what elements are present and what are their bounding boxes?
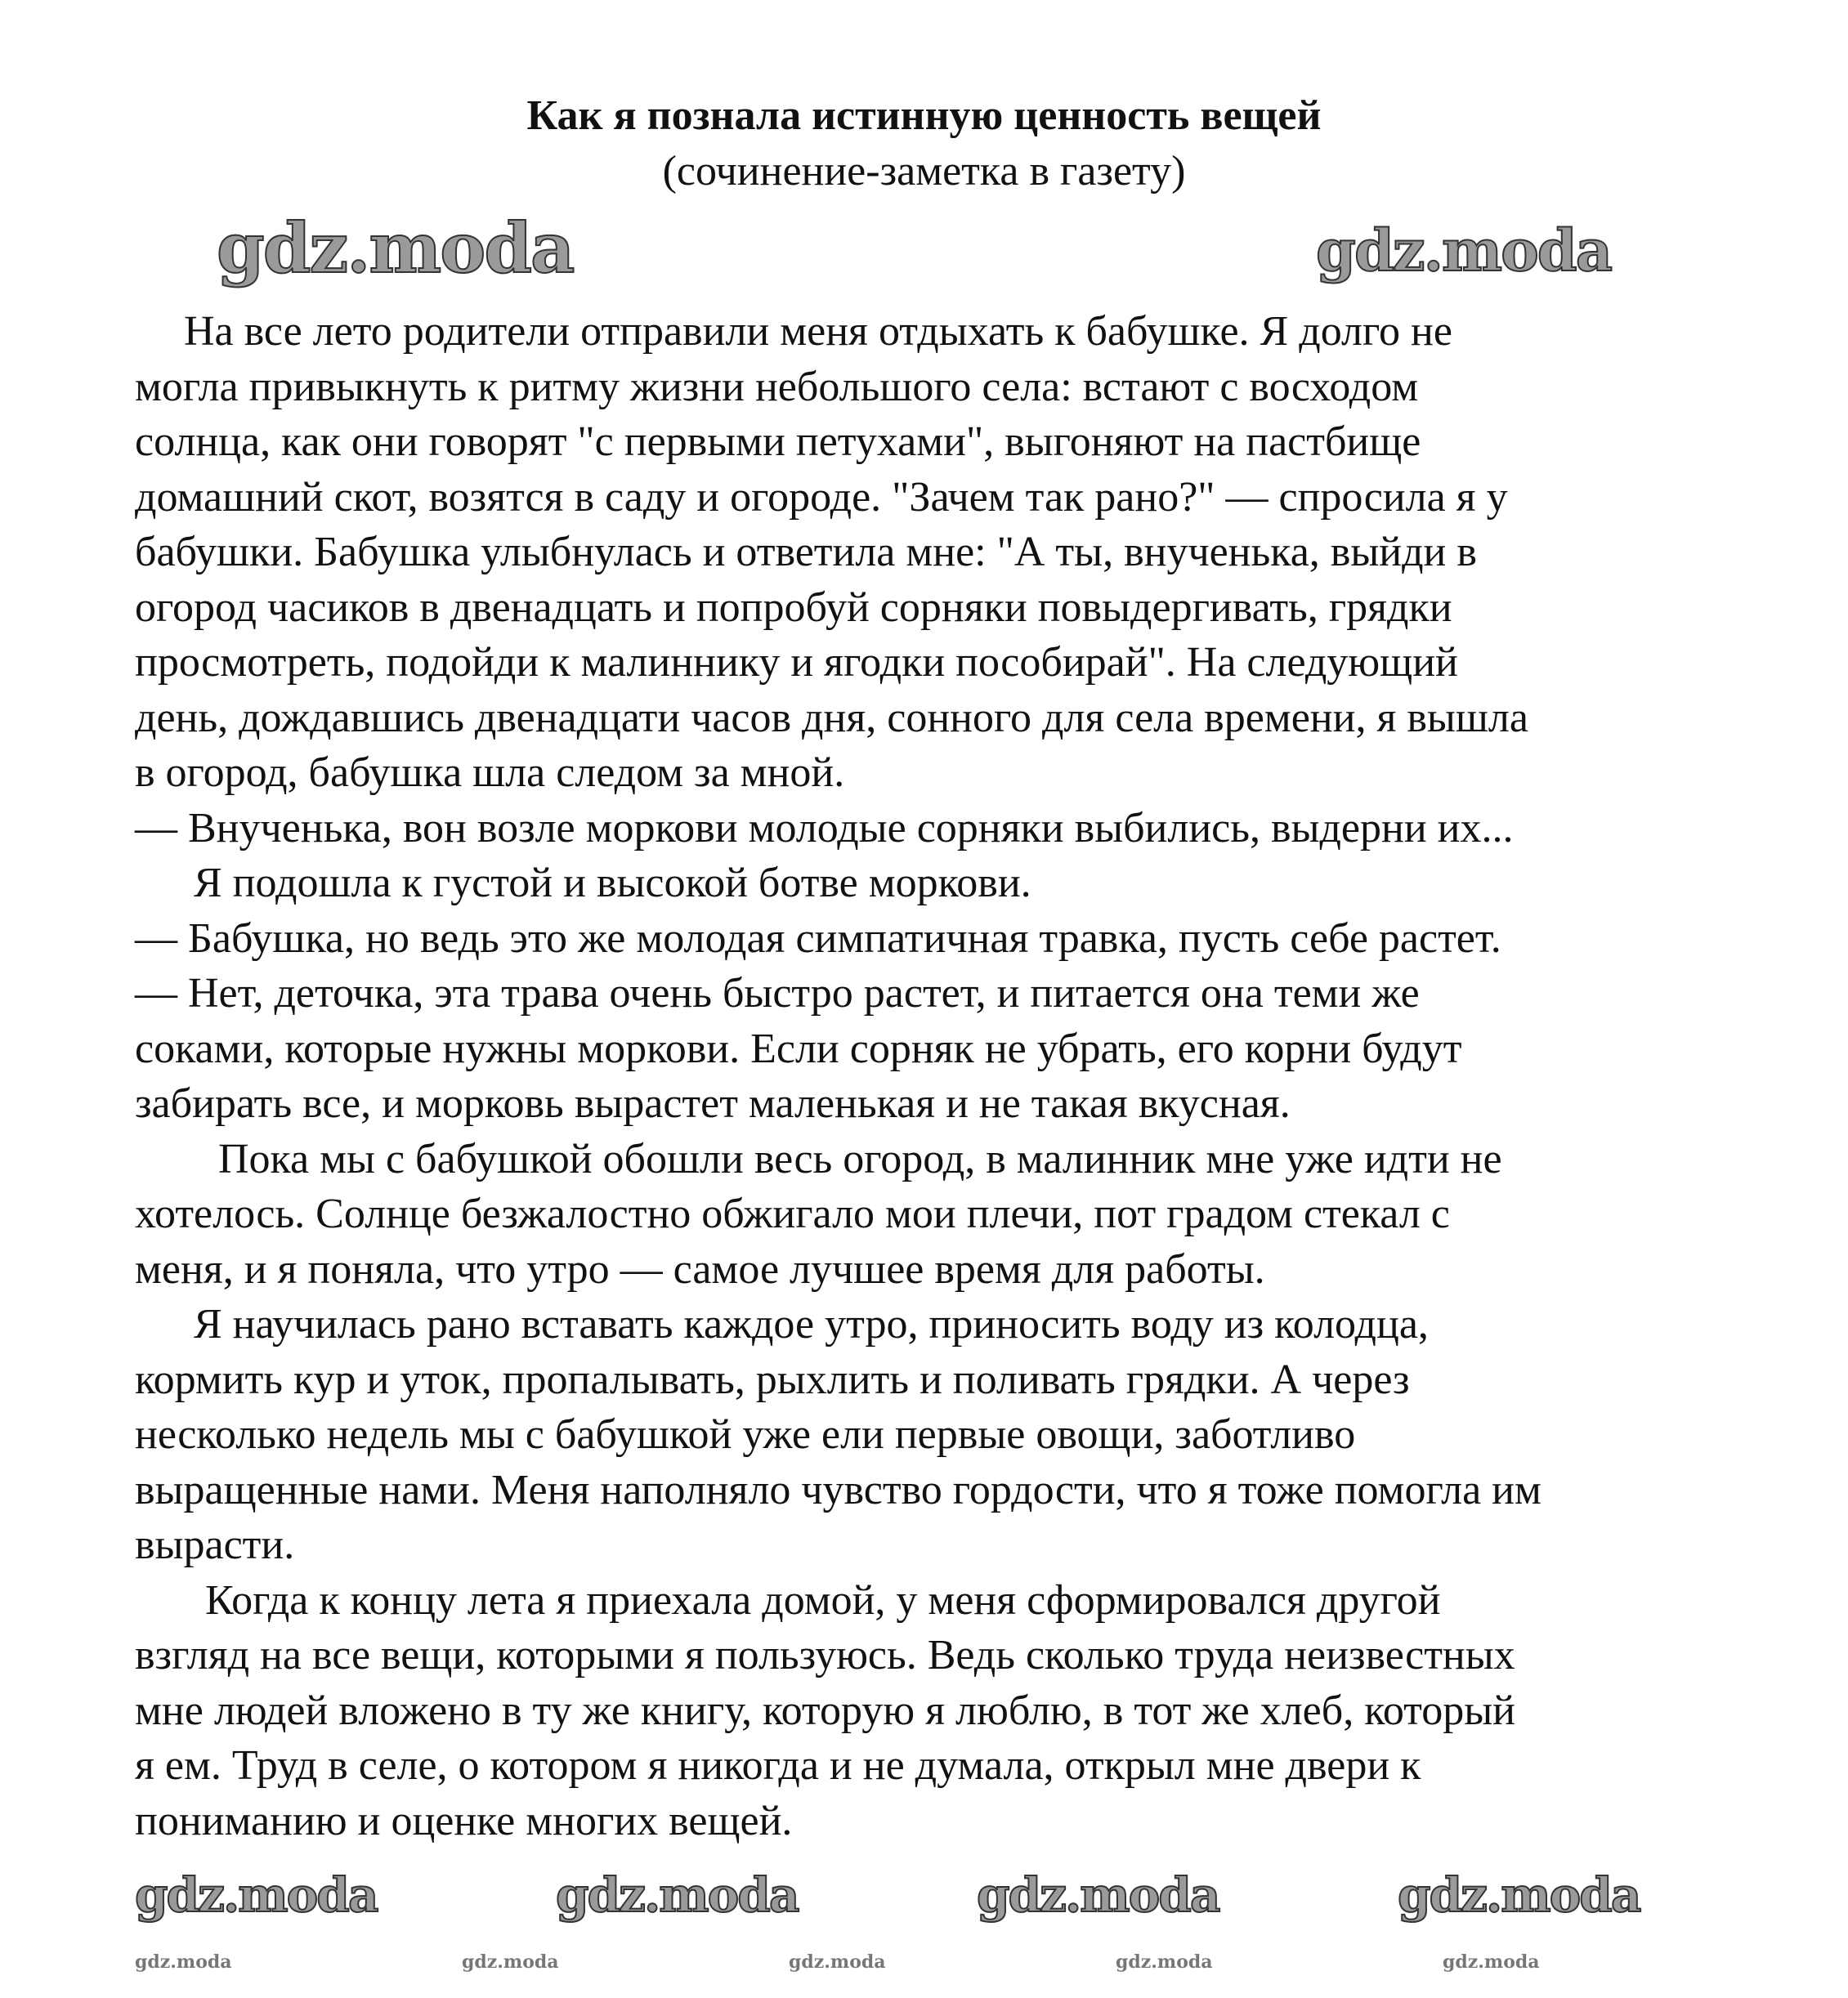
watermark: gdz.moda	[977, 1867, 1219, 1923]
watermark: gdz.moda	[135, 1951, 232, 1973]
text-line: кормить кур и уток, пропалывать, рыхлить и поливать грядки. А через	[135, 1356, 1410, 1403]
text-line: в огород, бабушка шла следом за мной.	[135, 749, 845, 796]
watermark: gdz.moda	[1116, 1951, 1213, 1973]
text-line: просмотреть, подойди к малиннику и ягодки пособирай". На следующий	[135, 639, 1458, 686]
text-line: день, дождавшись двенадцати часов дня, сонного для села времени, я вышла	[135, 694, 1528, 741]
text-line: соками, которые нужны моркови. Если сорняк не убрать, его корни будут	[135, 1025, 1462, 1072]
watermark: gdz.moda	[789, 1951, 886, 1973]
text-line: бабушки. Бабушка улыбнулась и ответила мне: "А ты, внученька, выйди в	[135, 529, 1477, 575]
text-line: мне людей вложено в ту же книгу, которую я люблю, в тот же хлеб, который	[135, 1687, 1515, 1734]
text-line: могла привыкнуть к ритму жизни небольшого села: встают с восходом	[135, 363, 1419, 410]
text-line: домашний скот, возятся в саду и огороде. "Зачем так рано?" — спросила я у	[135, 473, 1508, 521]
text-line: хотелось. Солнце безжалостно обжигало мои плечи, пот градом стекал с	[135, 1191, 1450, 1237]
essay-title: Как я познала истинную ценность вещей	[526, 92, 1322, 139]
watermark: gdz.moda	[217, 208, 574, 288]
text-line: забирать все, и морковь вырастет маленькая и не такая вкусная.	[135, 1080, 1291, 1127]
watermark: gdz.moda	[462, 1951, 559, 1973]
text-line: Я научилась рано вставать каждое утро, приносить воду из колодца,	[194, 1301, 1429, 1348]
essay-subtitle: (сочинение-заметка в газету)	[662, 148, 1186, 194]
text-line: солнца, как они говорят "с первыми петухами", выгоняют на пастбище	[135, 418, 1421, 465]
text-line: На все лето родители отправили меня отдыхать к бабушке. Я долго не	[184, 308, 1452, 355]
text-line: взгляд на все вещи, которыми я пользуюсь. Ведь сколько труда неизвестных	[135, 1632, 1515, 1678]
text-line: я ем. Труд в селе, о котором я никогда и не думала, открыл мне двери к	[135, 1742, 1421, 1789]
watermark: gdz.moda	[1316, 217, 1612, 284]
watermark: gdz.moda	[135, 1867, 378, 1923]
text-line: — Нет, деточка, эта трава очень быстро растет, и питается она теми же	[135, 970, 1420, 1017]
text-line: несколько недель мы с бабушкой уже ели первые овощи, заботливо	[135, 1411, 1356, 1458]
watermark: gdz.moda	[1398, 1867, 1640, 1923]
essay-body	[135, 304, 1770, 1848]
text-line: Когда к концу лета я приехала домой, у меня сформировался другой	[205, 1576, 1441, 1624]
text-line: — Внученька, вон возле моркови молодые сорняки выбились, выдерни их...	[135, 804, 1514, 851]
watermark: gdz.moda	[1443, 1951, 1540, 1973]
text-line: вырасти.	[135, 1522, 295, 1568]
text-line: огород часиков в двенадцать и попробуй сорняки повыдергивать, грядки	[135, 583, 1452, 631]
text-line: — Бабушка, но ведь это же молодая симпатичная травка, пусть себе растет.	[135, 914, 1501, 962]
text-line: Пока мы с бабушкой обошли весь огород, в малинник мне уже идти не	[218, 1135, 1502, 1182]
text-line: выращенные нами. Меня наполняло чувство гордости, что я тоже помогла им	[135, 1466, 1541, 1513]
text-line: пониманию и оценке многих вещей.	[135, 1797, 793, 1844]
watermark: gdz.moda	[556, 1867, 799, 1923]
text-line: Я подошла к густой и высокой ботве моркови.	[194, 860, 1031, 906]
text-line: меня, и я поняла, что утро — самое лучшее время для работы.	[135, 1245, 1265, 1293]
